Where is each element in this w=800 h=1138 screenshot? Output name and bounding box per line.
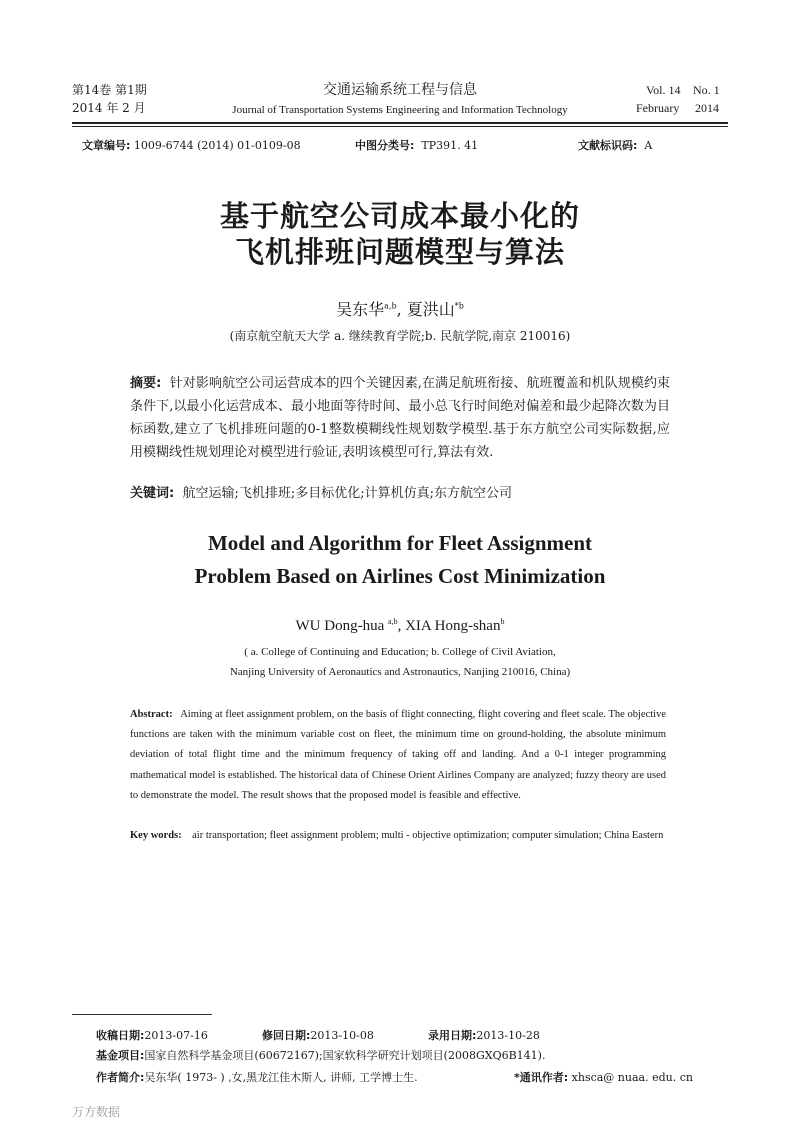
author-1-zh: 吴东华 bbox=[336, 300, 385, 319]
accepted-date bbox=[428, 1026, 540, 1046]
clc-number bbox=[355, 137, 478, 153]
author-2-zh: 夏洪山 bbox=[406, 300, 455, 319]
keywords-zh bbox=[130, 482, 670, 505]
received-label: 收稿日期: bbox=[96, 1029, 145, 1042]
fund-info bbox=[96, 1046, 545, 1066]
title-en-line-2: Problem Based on Airlines Cost Minimization bbox=[194, 564, 606, 588]
affiliation-en-line-2: Nanjing University of Aeronautics and Astronautics, Nanjing 210016, China) bbox=[229, 666, 571, 678]
article-number-value: 1009-6744 (2014) 01-0109-08 bbox=[133, 139, 301, 152]
article-number bbox=[82, 137, 301, 153]
clc-number-value: TP391. 41 bbox=[421, 139, 479, 152]
journal-title-zh: 交通运输系统工程与信息 bbox=[323, 82, 477, 98]
authors-en: WU Dong-hua $^{a,b}$, XIA Hong-shan$^b$ bbox=[295, 617, 505, 634]
clc-number-label: 中图分类号: bbox=[355, 139, 415, 152]
author-2-en-affil: b bbox=[500, 617, 505, 626]
watermark: 万方数据 bbox=[72, 1105, 121, 1119]
bio-value: 吴东华( 1973- ) ,女,黑龙江佳木斯人, 讲师, 工学博士生. bbox=[144, 1071, 418, 1084]
abstract-zh-text: 针对影响航空公司运营成本的四个关键因素,在满足航班衔接、航班覆盖和机队规模约束条件下,以最小化运营成本、最小地面等待时间、最小总飞行时间绝对偏差和最少起降次数为目标函数,建立了飞机排班问题的0-1整数模糊线性规划数学模型.基于东方航空公司实际数据,应用模糊线性规划理论对模型进行验证,表明该模型可行,算法有效. bbox=[130, 376, 671, 460]
affiliation-en bbox=[0, 642, 800, 682]
volume-issue-zh: 第14卷 第1期 bbox=[72, 83, 147, 97]
bio-label: 作者简介: bbox=[96, 1071, 145, 1084]
abstract-en-label: Abstract: bbox=[130, 709, 173, 720]
authors-zh: 吴东华$^{a,b}$, 夏洪山$^{*b}$ bbox=[336, 300, 464, 319]
fund-value: 国家自然科学基金项目(60672167);国家软科学研究计划项目(2008GXQ6B141). bbox=[144, 1049, 546, 1062]
month-en: February bbox=[636, 101, 680, 115]
keywords-zh-label: 关键词: bbox=[130, 486, 175, 501]
abstract-en-text: Aiming at fleet assignment problem, on the basis of flight connecting, flight covering and fleet scale. The objective functions are taken with the minimum variable cost on fleet, the minimum time on ground-holding, the absolute minimum deviation of total flight time and the minimum frequency of taking off and landing. And a 0-1 integer programming mathematical model is established. The historical data of Chinese Orient Airlines Company are analyzed; fuzzy theory are used to demonstrate the model. The result shows that the proposed model is feasible and effective. bbox=[130, 709, 666, 801]
received-value: 2013-07-16 bbox=[144, 1029, 208, 1042]
corresponding-email: xhsca@ nuaa. edu. cn bbox=[571, 1071, 693, 1084]
fund-label: 基金项目: bbox=[96, 1049, 145, 1062]
issue-en: No. 1 bbox=[693, 83, 720, 97]
title-en-line-1: Model and Algorithm for Fleet Assignment bbox=[207, 531, 592, 555]
accepted-label: 录用日期: bbox=[428, 1029, 477, 1042]
keywords-en-label: Key words: bbox=[130, 830, 182, 841]
author-1-zh-affil: a,b bbox=[384, 301, 397, 311]
author-2-zh-affil: *b bbox=[454, 301, 464, 311]
title-en bbox=[0, 527, 800, 593]
year-en: 2014 bbox=[695, 101, 719, 115]
document-code-value: A bbox=[644, 139, 653, 152]
keywords-zh-text: 航空运输;飞机排班;多目标优化;计算机仿真;东方航空公司 bbox=[182, 486, 512, 501]
document-code-label: 文献标识码: bbox=[578, 139, 638, 152]
revised-date bbox=[262, 1026, 374, 1046]
corresponding-label: *通讯作者: bbox=[514, 1071, 569, 1084]
affiliation-en-line-1: ( a. College of Continuing and Education; b. College of Civil Aviation, bbox=[244, 646, 556, 658]
document-code bbox=[578, 137, 652, 153]
keywords-en-text: air transportation; fleet assignment problem; multi - objective optimization; computer simulation; China Eastern bbox=[192, 830, 664, 841]
abstract-zh-label: 摘要: bbox=[130, 376, 162, 391]
revised-label: 修回日期: bbox=[262, 1029, 311, 1042]
corresponding-author bbox=[514, 1068, 693, 1088]
affiliation-zh: (南京航空航天大学 a. 继续教育学院;b. 民航学院,南京 210016) bbox=[229, 329, 571, 343]
abstract-zh bbox=[130, 372, 670, 464]
author-1-en: WU Dong-hua bbox=[295, 618, 385, 634]
keywords-en bbox=[130, 826, 666, 846]
received-date bbox=[96, 1026, 208, 1046]
header-rule-thin bbox=[72, 126, 728, 127]
footnote-rule bbox=[72, 1014, 212, 1015]
volume-en: Vol. 14 bbox=[646, 83, 681, 97]
author-bio bbox=[96, 1068, 418, 1088]
author-1-en-affil: a,b bbox=[388, 617, 398, 626]
article-number-label: 文章编号: bbox=[82, 139, 131, 152]
accepted-value: 2013-10-28 bbox=[476, 1029, 540, 1042]
title-zh-line-2: 飞机排班问题模型与算法 bbox=[234, 235, 565, 269]
header-rule-thick bbox=[72, 122, 728, 124]
date-zh: 2014 年 2 月 bbox=[72, 101, 146, 115]
title-zh-line-1: 基于航空公司成本最小化的 bbox=[219, 199, 580, 233]
revised-value: 2013-10-08 bbox=[310, 1029, 374, 1042]
journal-title-en: Journal of Transportation Systems Engineering and Information Technology bbox=[232, 104, 568, 116]
author-2-en: XIA Hong-shan bbox=[405, 618, 501, 634]
abstract-en bbox=[130, 705, 666, 806]
